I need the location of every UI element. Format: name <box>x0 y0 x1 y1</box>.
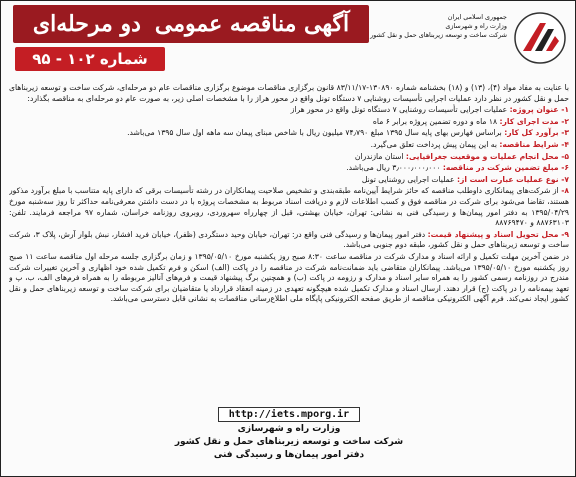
website-link[interactable]: http://iets.mporg.ir <box>218 407 360 422</box>
intro-paragraph: با عنایت به مفاد مواد (۴)، (۱۳) و (۱۸) بخشنامه شماره ۱۳۰۸۹۰-۸۳/۱۱/۱۷ قانون برگزاری مناقصات موضوع برگزاری مناقصات عام دو مرحله‌ای، شرکت ساخت و توسعه زیربناهای حمل و نقل کشور در نظر دارد عملیات اجرایی تأسیسات روشنایی ۷ دستگاه تونل واقع در محور هراز را با مشخصات اصلی زیر، به صورت عام دو مرحله‌ای به مناقصه بگذارد: <box>9 83 569 103</box>
item-9 <box>9 230 569 251</box>
item-2-text: ۱۸ ماه و دوره تضمین پروژه برابر ۶ ماه <box>372 116 498 126</box>
notice-header <box>1 1 576 83</box>
item-4-label: ۴- شرایط مناقصه: <box>499 139 569 149</box>
item-7 <box>9 175 569 186</box>
item-6-label: ۶- مبلغ تضمین شرکت در مناقصه: <box>442 163 569 173</box>
item-9-text: دفتر امور پیمان‌ها و رسیدگی فنی واقع در: تهران، خیابان وحید دستگردی (ظفر)، خیابان فرید افشار، نبش بلوار آرش، پلاک ۳، شرکت ساخت و توسعه زیربناهای حمل و نقل کشور، طبقه دوم جنوبی می‌باشد. <box>9 229 569 250</box>
item-1 <box>9 105 569 116</box>
signature-block <box>1 423 576 462</box>
closing-suffix: قابل دسترسی می‌باشد. <box>110 294 186 304</box>
item-8-text: از شرکت‌های پیمانکاری داوطلب مناقصه که حائز شرایط آیین‌نامه طبقه‌بندی و تشخیص صلاحیت پیمانکاران در رشته تأسیسات برقی که دارای پایه متناسب با مبلغ برآورد مذکور هستند، تقاضا می‌شود برای شرکت در مناقصه فوق و کسب اطلاعات لازم و دریافت اسناد مربوط به مشخصات پروژه با در دست داشتن معرفی‌نامه حداکثر تا روز سه‌شنبه مورخ ۱۳۹۵/۰۴/۲۹ به دفتر امور پیمان‌ها و رسیدگی فنی به نشانی: تهران، خیابان بهشتی، قبل از چهارراه سهروردی، روبروی روزنامه خراسان، شماره ۹۷ مراجعه فرمایند. تلفن: ۸۸۷۶۳۱۰۳ و ۸۸۷۶۹۴۷۰ <box>9 186 569 228</box>
notice-number: شماره ۱۰۲ - ۹۵ <box>15 47 165 71</box>
item-8 <box>9 186 569 228</box>
org-line-company: شرکت ساخت و توسعه زیربناهای حمل و نقل کشور <box>370 31 507 39</box>
item-2 <box>9 117 569 128</box>
item-3-text: براساس فهارس بهای پایه سال ۱۳۹۵ مبلغ ۷۴٫۷۹۰ میلیون ریال با شاخص مبنای پیمان سه ماهه اول سال ۱۳۹۵ می‌باشد. <box>127 128 502 138</box>
item-9-label: ۹- محل تحویل اسناد و پیشنهاد قیمت: <box>427 229 569 239</box>
item-7-text: عملیات اجرایی روشنایی تونل <box>361 174 455 184</box>
title-banner <box>13 5 369 43</box>
item-6-text: ۳٫۰۰۰٫۰۰۰٫۰۰۰ ریال می‌باشد. <box>346 163 441 173</box>
item-8-label: ۸- <box>561 186 569 196</box>
item-5-label: ۵- محل انجام عملیات و موقعیت جغرافیایی: <box>405 151 569 161</box>
signature-ministry: وزارت راه و شهرسازی <box>237 424 341 434</box>
item-4-text: به این پیمان پیش پرداخت تعلق می‌گیرد. <box>370 139 497 149</box>
item-5 <box>9 152 569 163</box>
item-5-text: استان مازندران <box>354 151 404 161</box>
item-1-label: ۱- عنوان پروژه: <box>509 105 569 115</box>
item-4 <box>9 140 569 151</box>
notice-stage: دو مرحله‌ای <box>32 11 141 37</box>
organization-name <box>370 13 507 40</box>
website-row <box>176 405 402 423</box>
item-6 <box>9 163 569 174</box>
item-1-text: عملیات اجرایی تأسیسات روشنایی ۷ دستگاه تونل واقع در محور هراز <box>290 105 508 115</box>
item-3 <box>9 128 569 139</box>
org-line-country: جمهوری اسلامی ایران <box>447 13 507 21</box>
item-2-label: ۲- مدت اجرای کار: <box>499 116 569 126</box>
signature-company: شرکت ساخت و توسعه زیربناهای حمل و نقل کشور <box>174 437 404 447</box>
closing-paragraph <box>9 252 569 305</box>
closing-text: در ضمن آخرین مهلت تکمیل و ارائه اسناد و مدارک شرکت در مناقصه ساعت ۸:۳۰ صبح روز یکشنبه مورخ ۱۳۹۵/۰۵/۱۰ و زمان برگزاری جلسه مرحله اول مناقصه ساعت ۱۱ صبح روز یکشنبه مورخ ۱۳۹۵/۰۵/۱۰ می‌باشد. پیمانکاران متقاضی باید ضمانت‌نامه شرکت در مناقصه را در پاکت (الف) اسکن و فرم تکمیل شده خود اظهاری و آخرین تغییرات شرکت مندرج در روزنامه رسمی کشور را به همراه سایر اسناد و مدارک و رزومه در پاکت (ب) و همچنین برگ پیشنهاد قیمت و فرم‌های آنالیز مربوطه را به همراه فرم‌های الف، ب، پ و تعهد بیمه‌نامه را در پاکت (ج) قرار دهند. ارسال اسناد و مدارک تکمیل شده هیچگونه تعهدی در زمینه انعقاد قرارداد یا متقاضیان برای شرکت ساخت و توسعه زیربناهای حمل و نقل کشور ایجاد نمی‌کند. فرم آگهی الکترونیکی مناقصه از طریق صفحه الکترونیکی پایگاه ملی اطلاع‌رسانی مناقصات به نشانی <box>9 251 569 304</box>
notice-title: آگهی مناقصه عمومی <box>154 11 350 37</box>
org-line-ministry: وزارت راه و شهرسازی <box>445 22 507 30</box>
notice-body <box>9 83 569 405</box>
signature-office: دفتر امور پیمان‌ها و رسیدگی فنی <box>213 450 365 460</box>
item-3-label: ۳- برآورد کل کار: <box>504 128 569 138</box>
item-7-label: ۷- نوع عملیات عبارت است از: <box>456 174 569 184</box>
road-logo-icon <box>513 11 567 65</box>
